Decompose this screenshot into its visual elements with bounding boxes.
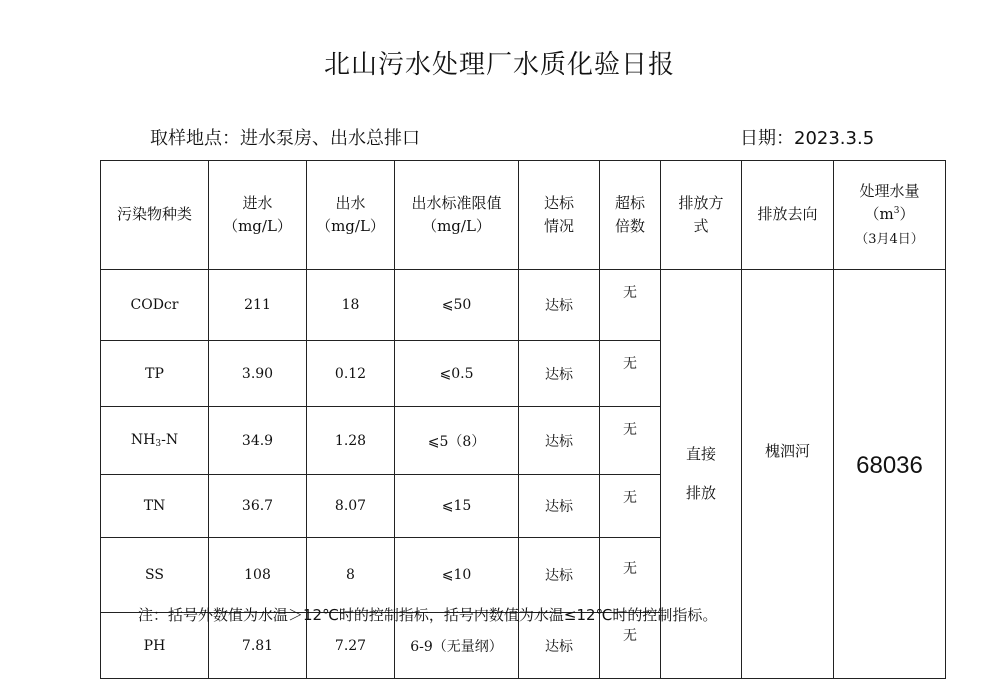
pollutant-name: TN xyxy=(101,475,209,538)
status-value: 达标 xyxy=(519,613,600,679)
header-pollutant: 污染物种类 xyxy=(101,161,209,270)
status-value: 达标 xyxy=(519,270,600,341)
outflow-value: 1.28 xyxy=(307,407,395,475)
water-quality-table xyxy=(100,160,946,679)
treated-volume: 68036 xyxy=(834,270,946,679)
header-outflow: 出水 （mg/L） xyxy=(307,161,395,270)
status-value: 达标 xyxy=(519,341,600,407)
exceed-value: 无 xyxy=(600,341,661,407)
outflow-value: 8.07 xyxy=(307,475,395,538)
header-exceed: 超标 倍数 xyxy=(600,161,661,270)
exceed-value: 无 xyxy=(600,538,661,613)
sampling-location: 取样地点：进水泵房、出水总排口 xyxy=(150,128,420,149)
discharge-destination: 槐泗河 xyxy=(742,270,834,679)
report-title: 北山污水处理厂水质化验日报 xyxy=(323,50,675,80)
pollutant-name: SS xyxy=(101,538,209,613)
pollutant-name: CODcr xyxy=(101,270,209,341)
inflow-value: 3.90 xyxy=(209,341,307,407)
inflow-value: 36.7 xyxy=(209,475,307,538)
inflow-value: 34.9 xyxy=(209,407,307,475)
pollutant-name: TP xyxy=(101,341,209,407)
report-date: 日期：2023.3.5 xyxy=(740,128,875,149)
table-row xyxy=(101,270,946,341)
outflow-value: 7.27 xyxy=(307,613,395,679)
header-volume: 处理水量 $(m^3)$ （3月4日） xyxy=(834,161,946,270)
outflow-value: 18 xyxy=(307,270,395,341)
header-limit: 出水标准限值 （mg/L） xyxy=(395,161,519,270)
limit-value: ⩽15 xyxy=(395,475,519,538)
pollutant-name: PH xyxy=(101,613,209,679)
exceed-value: 无 xyxy=(600,407,661,475)
limit-value: ⩽10 xyxy=(395,538,519,613)
limit-value: ⩽0.5 xyxy=(395,341,519,407)
header-inflow: 进水 （mg/L） xyxy=(209,161,307,270)
outflow-value: 8 xyxy=(307,538,395,613)
inflow-value: 211 xyxy=(209,270,307,341)
exceed-value: 无 xyxy=(600,475,661,538)
limit-value: 6-9（无量纲） xyxy=(395,613,519,679)
exceed-value: 无 xyxy=(600,613,661,679)
limit-value: ⩽50 xyxy=(395,270,519,341)
inflow-value: 108 xyxy=(209,538,307,613)
status-value: 达标 xyxy=(519,538,600,613)
footnote: 注：括号外数值为水温＞12℃时的控制指标，括号内数值为水温≤12℃时的控制指标。 xyxy=(138,606,718,624)
status-value: 达标 xyxy=(519,475,600,538)
inflow-value: 7.81 xyxy=(209,613,307,679)
exceed-value: 无 xyxy=(600,270,661,341)
outflow-value: 0.12 xyxy=(307,341,395,407)
pollutant-name: $NH_3-N$ xyxy=(101,407,209,475)
header-row xyxy=(101,161,946,270)
header-destination: 排放去向 xyxy=(742,161,834,270)
header-method: 排放方 式 xyxy=(661,161,742,270)
limit-value: ⩽5（8） xyxy=(395,407,519,475)
header-status: 达标 情况 xyxy=(519,161,600,270)
status-value: 达标 xyxy=(519,407,600,475)
discharge-method: 直接 排放 xyxy=(661,270,742,679)
